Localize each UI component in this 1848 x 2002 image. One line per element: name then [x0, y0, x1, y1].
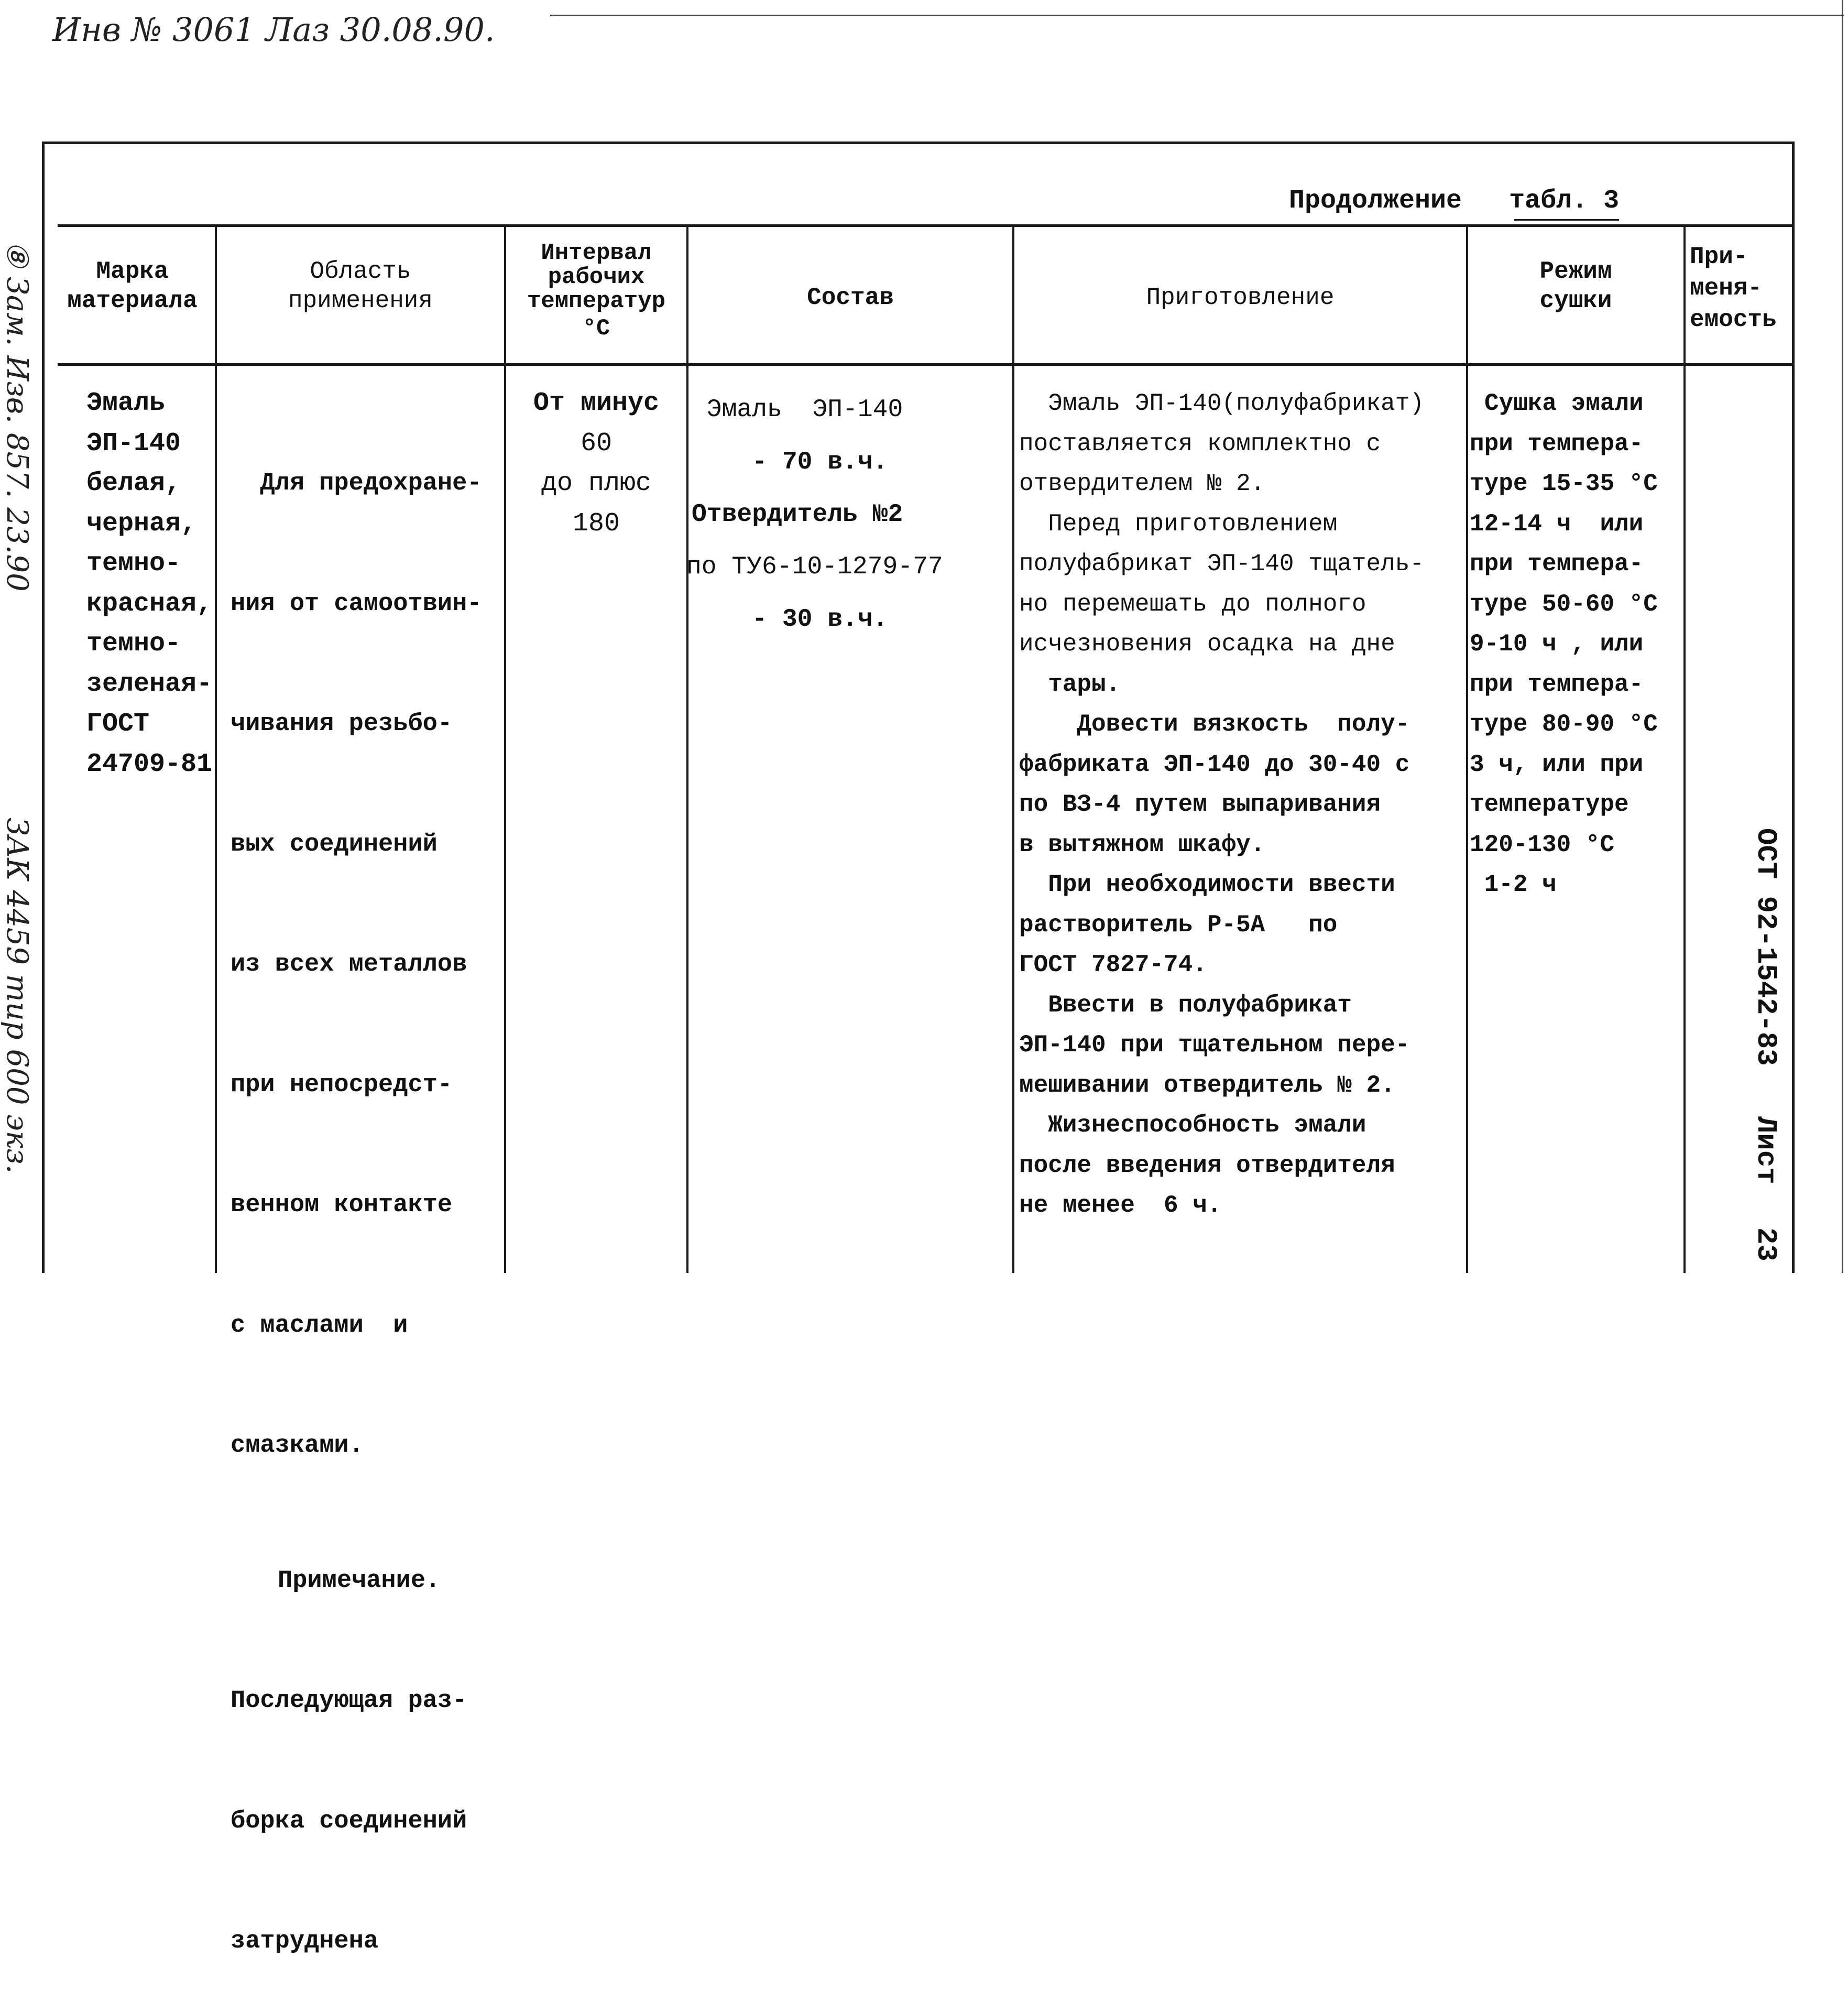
caption-continuation: Продолжение: [1289, 186, 1462, 216]
drying-line: туре 80-90 °C: [1470, 711, 1658, 738]
application-note-line: Последующая раз-: [231, 1687, 467, 1715]
col-divider-2: [504, 224, 506, 1273]
col-divider-5: [1466, 224, 1468, 1273]
application-line: с маслами и: [231, 1311, 408, 1340]
application-line: Для предохране-: [231, 470, 482, 497]
drying-line: при темпера-: [1470, 550, 1644, 578]
preparation-line: ЭП-140 при тщательном пере-: [1019, 1031, 1410, 1059]
grade-line: темно-: [86, 549, 181, 579]
page-edge-right: [1842, 0, 1843, 1273]
header-drying: [1468, 257, 1683, 315]
application-line: при непосредст-: [231, 1071, 453, 1099]
drying-line: туре 50-60 °C: [1470, 590, 1658, 618]
temp-range-line: От минус: [533, 388, 660, 418]
col-divider-6: [1683, 224, 1686, 1273]
preparation-line: отвердителем № 2.: [1019, 470, 1265, 497]
temp-range-line: 180: [572, 508, 620, 539]
application-note-line: борка соединений: [231, 1807, 467, 1835]
header-application-line1: Область: [310, 258, 411, 285]
header-grade-line2: материала: [67, 287, 198, 314]
margin-change-note: ⑧ Зам. Изв. 857. 23.90: [0, 241, 34, 592]
preparation-line: Довести вязкость полу-: [1019, 711, 1410, 738]
header-applicability-line1: При-: [1690, 243, 1748, 270]
grade-line: темно-: [86, 629, 181, 659]
grade-line: белая,: [86, 469, 181, 498]
application-line: смазками.: [231, 1432, 364, 1460]
grade-line: 24709-81: [86, 749, 213, 779]
composition-line: Отвердитель №2: [692, 501, 903, 529]
grade-line: ЭП-140: [86, 428, 181, 459]
header-grade: [50, 257, 215, 315]
application-line: из всех металлов: [231, 951, 467, 978]
preparation-line: Ввести в полуфабрикат: [1019, 991, 1352, 1019]
composition-line: Эмаль ЭП-140: [692, 396, 903, 424]
preparation-line: после введения отвердителя: [1019, 1151, 1395, 1179]
drying-line: 120-130 °C: [1470, 831, 1615, 858]
application-line: вых соединений: [231, 830, 438, 858]
caption-table-ref: табл. 3: [1509, 186, 1620, 216]
drying-line: температуре: [1470, 791, 1629, 818]
grade-line: красная,: [86, 589, 213, 619]
composition-line: - 70 в.ч.: [692, 448, 888, 476]
grade-line: зеленая-: [86, 669, 213, 699]
application-line: ния от самоотвин-: [231, 590, 482, 618]
col-divider-4: [1012, 224, 1014, 1273]
header-grade-line1: Марка: [96, 258, 169, 285]
sheet-stamp: [1749, 1116, 1781, 1261]
header-temp-line1: Интервал: [541, 240, 652, 266]
preparation-line: полуфабрикат ЭП-140 тщатель-: [1019, 550, 1424, 578]
composition-line: по ТУ6-10-1279-77: [686, 553, 943, 581]
archive-note: Инв № 3061 Лаз 30.08.90.: [52, 10, 495, 49]
table-caption: [1289, 186, 1619, 216]
sheet-number: 23: [1749, 1227, 1781, 1261]
preparation-line: по ВЗ-4 путем выпаривания: [1019, 791, 1381, 818]
header-preparation: Приготовление: [1146, 284, 1335, 311]
preparation-line: не менее 6 ч.: [1019, 1192, 1222, 1219]
grade-line: Эмаль: [86, 388, 166, 418]
preparation-line: фабриката ЭП-140 до 30-40 с: [1019, 750, 1410, 778]
drying-line: при темпера-: [1470, 670, 1644, 698]
preparation-line: но перемешать до полного: [1019, 590, 1366, 618]
header-application-line2: применения: [288, 287, 433, 314]
cell-composition: [686, 384, 1012, 646]
drying-line: 12-14 ч или: [1470, 510, 1644, 538]
header-applicability-line3: емость: [1690, 306, 1777, 333]
preparation-line: Эмаль ЭП-140(полуфабрикат): [1019, 390, 1424, 417]
header-temp-line3: температур: [527, 288, 666, 314]
temp-range-line: 60: [580, 428, 612, 459]
preparation-line: растворитель Р-5А по: [1019, 911, 1338, 939]
application-note-title: Примечание.: [278, 1566, 441, 1595]
preparation-line: исчезновения осадка на дне: [1019, 630, 1395, 658]
header-applicability-line2: меня-: [1690, 275, 1763, 302]
preparation-line: поставляется комплектно с: [1019, 430, 1381, 458]
grade-line: черная,: [86, 508, 197, 539]
cell-temp-range: [506, 384, 686, 544]
caption-underline: [1514, 219, 1619, 221]
preparation-line: Жизнеспособность эмали: [1019, 1112, 1366, 1139]
header-composition: Состав: [807, 284, 894, 311]
page-edge-top: [550, 15, 1844, 16]
frame-left: [42, 142, 45, 1273]
application-line: венном контакте: [231, 1191, 453, 1219]
sheet-label: Лист: [1749, 1116, 1781, 1184]
header-drying-line1: Режим: [1539, 258, 1612, 285]
cell-application: [231, 384, 482, 2002]
cell-drying: [1470, 384, 1658, 905]
header-temp-unit: °C: [582, 315, 610, 342]
header-temp-range: [506, 241, 686, 341]
header-temp-line2: рабочих: [548, 264, 645, 290]
preparation-line: в вытяжном шкафу.: [1019, 831, 1265, 858]
drying-line: 9-10 ч , или: [1470, 630, 1644, 658]
drying-line: Сушка эмали: [1484, 390, 1644, 417]
margin-order-note: ЗАК 4459 тир 600 экз.: [0, 818, 34, 1174]
composition-line: - 30 в.ч.: [692, 605, 888, 634]
col-divider-1: [215, 224, 217, 1273]
header-bottom-line: [58, 363, 1795, 366]
preparation-line: При необходимости ввести: [1019, 871, 1395, 898]
header-applicability: [1690, 241, 1795, 335]
drying-line: 3 ч, или при: [1470, 750, 1644, 778]
header-application: [217, 257, 504, 315]
drying-line: при темпера-: [1470, 430, 1644, 458]
preparation-line: мешивании отвердитель № 2.: [1019, 1071, 1395, 1099]
standard-stamp: ОСТ 92-1542-83: [1749, 828, 1781, 1066]
temp-range-line: до плюс: [541, 469, 652, 498]
cell-preparation: [1019, 384, 1424, 1226]
table-top-line: [58, 224, 1795, 227]
application-note-line: затруднена: [231, 1928, 379, 1955]
frame-top: [42, 142, 1795, 144]
header-drying-line2: сушки: [1539, 287, 1612, 314]
col-divider-3: [686, 224, 688, 1273]
preparation-line: Перед приготовлением: [1019, 510, 1338, 538]
preparation-line: ГОСТ 7827-74.: [1019, 951, 1207, 978]
cell-grade: [86, 384, 212, 785]
application-line: чивания резьбо-: [231, 710, 453, 738]
drying-line: туре 15-35 °C: [1470, 470, 1658, 497]
preparation-line: тары.: [1019, 670, 1121, 698]
drying-line: 1-2 ч: [1470, 871, 1557, 898]
grade-line: ГОСТ: [86, 709, 150, 739]
